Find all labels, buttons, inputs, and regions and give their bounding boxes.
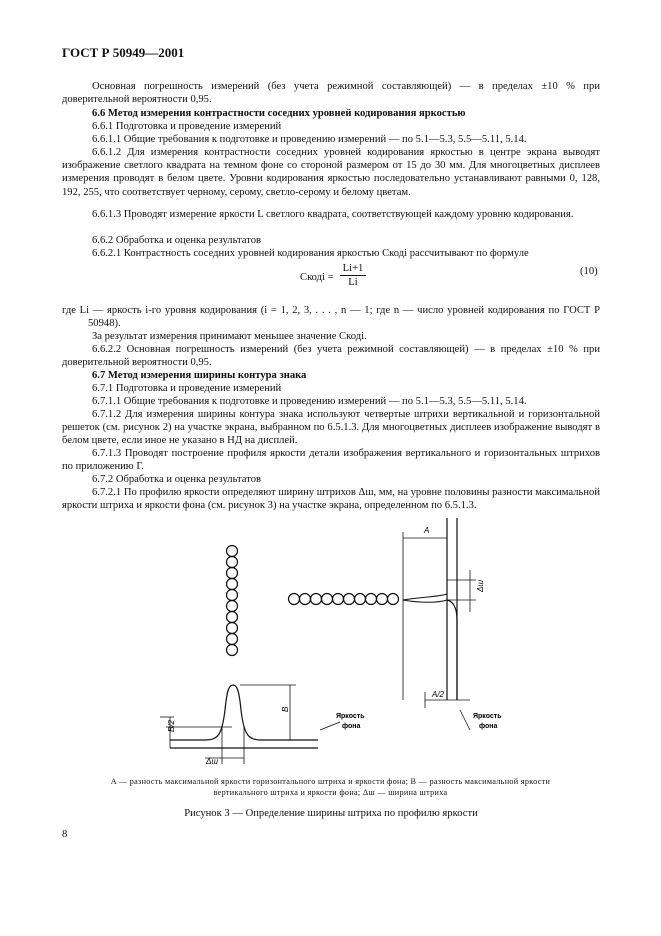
paragraph: За результат измерения принимают меньшее значение Cкодi. xyxy=(92,331,367,342)
paragraph: 6.7.1.2 Для измерения ширины контура знака используют четвертые штрихи вертикальной и горизонтальной решеток (см. рисунок 2) на участке экрана, выбранном по 6.5.1.3. Для многоцветных дисплеев изображение выводят в белом цвете, если иное не указано в НД на дисплей. xyxy=(62,409,600,447)
label-a-half: A/2 xyxy=(432,690,445,699)
paragraph: 6.6.1.2 Для измерения контрастности соседних уровней кодирования яркостью в центре экрана выводят изображение светлого квадрата на темном фоне со стороной размером от 15 до 30 мм. Для многоцветных дисплеев измерения проводят в белом цвете. Уровни кодирования яркостью последовательно устанавливают равными 0, 128, 192, 255, что соответствует черному, серому, светло-серому и белому цветам. xyxy=(62,147,600,198)
paragraph: 6.6.1.3 Проводят измерение яркости L светлого квадрата, соответствующей каждому уровню кодирования. xyxy=(92,209,574,220)
background-label-1: Яркость xyxy=(336,713,365,720)
label-b: B xyxy=(281,706,290,712)
formula-lhs: Cкодi = xyxy=(300,272,334,283)
paragraph: 6.6.2 Обработка и оценка результатов xyxy=(92,235,261,246)
paragraph: 6.7.2.1 По профилю яркости определяют ширину штрихов Δш, мм, на уровне половины разности максимальной яркости штриха и яркости фона (см. рисунок 3) на участке экрана, определенном по 6.5.1.3. xyxy=(62,487,600,512)
background-label-2b: фона xyxy=(479,723,498,730)
paragraph: 6.6.2.1 Контрастность соседних уровней кодирования яркостью Cкодi рассчитывают по формуле xyxy=(92,248,529,259)
horizontal-profile xyxy=(160,685,340,764)
formula-number: (10) xyxy=(580,266,598,277)
paragraph: 6.7.2 Обработка и оценка результатов xyxy=(92,474,261,485)
paragraph: где Li — яркость i-го уровня кодирования (i = 1, 2, 3, . . . , n — 1; где n — число уровней кодирования по ГОСТ Р 50948). xyxy=(62,305,600,330)
paragraph: 6.6.1 Подготовка и проведение измерений xyxy=(92,121,282,132)
section-heading: 6.6 Метод измерения контрастности соседних уровней кодирования яркостью xyxy=(92,108,466,119)
paragraph: 6.6.2.2 Основная погрешность измерений (без учета режимной составляющей) — в пределах ±10 % при доверительной вероятности 0,95. xyxy=(62,344,600,369)
paragraph: 6.7.1 Подготовка и проведение измерений xyxy=(92,383,282,394)
paragraph: 6.7.1.3 Проводят построение профиля яркости детали изображения вертикального и горизонтальных штрихов по приложению Г. xyxy=(62,448,600,473)
formula-fraction xyxy=(340,263,366,288)
paragraph: 6.7.1.1 Общие требования к подготовке и проведению измерений — по 5.1—5.3, 5.5—5.11, 5.14. xyxy=(92,396,527,407)
fraction-bar xyxy=(340,275,366,276)
paragraph: 6.6.1.1 Общие требования к подготовке и проведению измерений — по 5.1—5.3, 5.5—5.11, 5.14. xyxy=(92,134,527,145)
document-header: ГОСТ Р 50949—2001 xyxy=(62,45,185,60)
paragraph: Основная погрешность измерений (без учета режимной составляющей) — в пределах ±10 % при доверительной вероятности 0,95. xyxy=(62,81,600,106)
figure-caption: Рисунок 3 — Определение ширины штриха по профилю яркости xyxy=(184,808,478,819)
page-number: 8 xyxy=(62,829,68,840)
section-heading: 6.7 Метод измерения ширины контура знака xyxy=(92,370,307,381)
figure-note: A — разность максимальной яркости горизонтального штриха и яркости фона; B — разность максимальной яркости вертикального штриха и яркости фона; Δш — ширина штриха xyxy=(110,777,551,797)
formula-denominator: Li xyxy=(348,277,358,288)
background-label-1b: фона xyxy=(342,723,361,730)
figure-3 xyxy=(150,505,530,770)
label-a: A xyxy=(424,526,430,535)
vertical-dot-stroke xyxy=(227,546,238,656)
label-delta-vertical: Δш xyxy=(476,579,485,592)
horizontal-dot-stroke xyxy=(289,594,399,605)
background-label-2: Яркость xyxy=(473,713,502,720)
formula-numerator: Li+1 xyxy=(342,263,364,274)
label-b-half: B/2 xyxy=(167,719,176,732)
label-delta-horizontal: Δш xyxy=(206,757,219,766)
